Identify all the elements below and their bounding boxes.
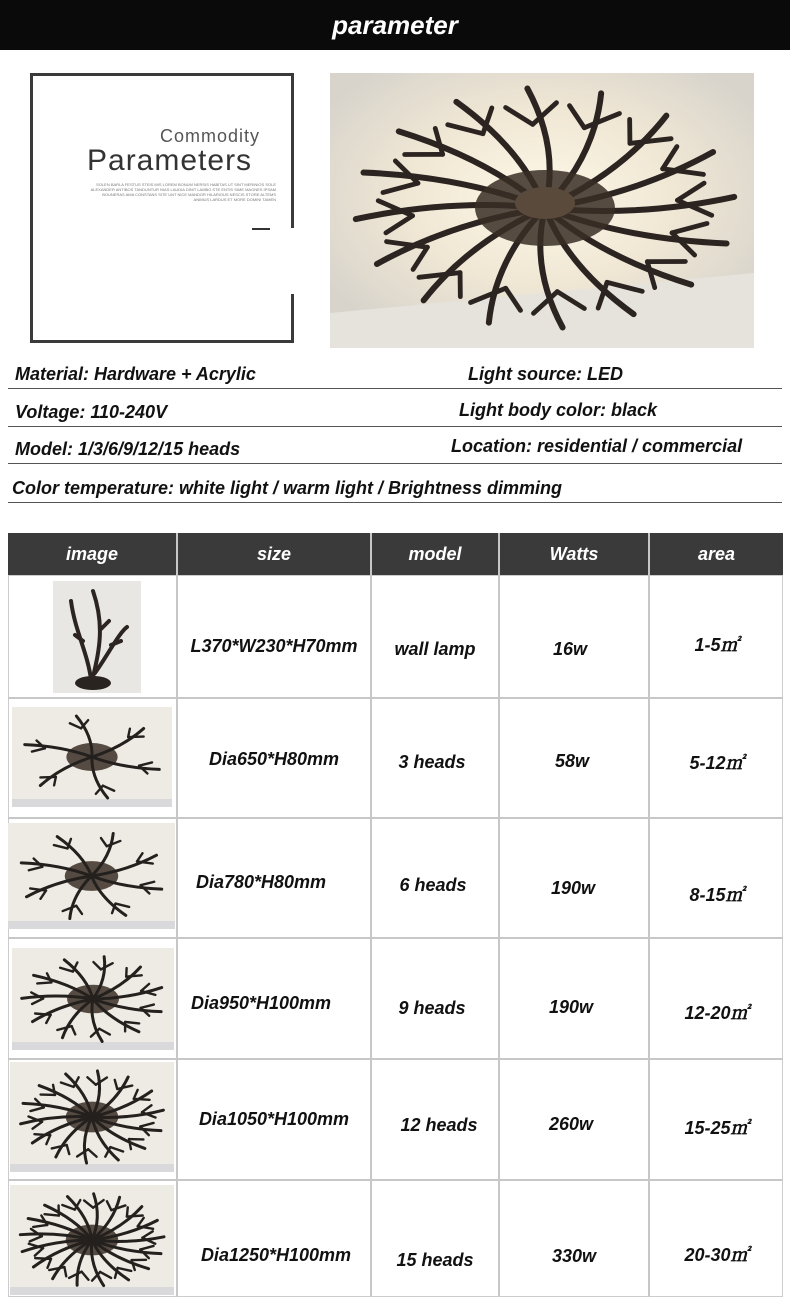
- row3-watts: 190w: [550, 878, 596, 898]
- row-divider: [8, 937, 783, 939]
- row1-area: 1-5㎡: [694, 635, 739, 655]
- row6-size: Dia1250*H100mm: [200, 1245, 352, 1265]
- header-area: area: [697, 544, 736, 564]
- row3-size: Dia780*H80mm: [195, 872, 327, 892]
- row4-area: 12-20㎡: [684, 1003, 749, 1023]
- fine-print-text: SOLEN BARLA FESTUS STEIS MIS LOREM BONUM NERSIS HABITAS UT SINT MERINIOS SOLE ALEXANDER ANTIBOS TANDUNTUR NIAS LAUDIA DINIT LAMBO STE ENTIS SIME MAGNES IPSAM BOUNERAS AMA CONSTANS SITE UNT NICE MANDOR HILARIOUS NESCIS STORE ALTEMS ANIMUS LARDUS ET MORE DOMINI TAMEN: [90, 182, 276, 202]
- row6-model: 15 heads: [396, 1250, 474, 1270]
- product-hero-image: [330, 73, 754, 348]
- divider: [8, 426, 782, 427]
- page-title: parameter: [332, 10, 458, 40]
- row1-size: L370*W230*H70mm: [190, 636, 358, 656]
- row2-size: Dia650*H80mm: [208, 749, 340, 769]
- frame-gap: [287, 228, 301, 294]
- parameters-title: Parameters: [87, 144, 253, 177]
- row-divider: [8, 1058, 783, 1060]
- wall-lamp-thumbnail: [53, 581, 141, 693]
- row-divider: [8, 1179, 783, 1181]
- row1-model: wall lamp: [394, 639, 476, 659]
- row2-model: 3 heads: [398, 752, 466, 772]
- table-header: [8, 533, 783, 575]
- row4-model: 9 heads: [398, 998, 466, 1018]
- divider: [8, 463, 782, 464]
- page-title-banner: [0, 0, 790, 50]
- spec-color-temperature: Color temperature: white light / warm light / Brightness dimming: [12, 478, 563, 498]
- commodity-parameters-frame: [30, 73, 294, 343]
- 12-heads-lamp-thumbnail: [10, 1062, 174, 1172]
- row4-size: Dia950*H100mm: [190, 993, 332, 1013]
- row-divider: [8, 817, 783, 819]
- spec-light-source: Light source: LED: [468, 364, 624, 384]
- decorative-dash: [252, 228, 270, 230]
- header-image: image: [65, 544, 119, 564]
- row5-watts: 260w: [548, 1114, 594, 1134]
- row6-watts: 330w: [551, 1246, 597, 1266]
- row2-area: 5-12㎡: [689, 753, 744, 773]
- spec-body-color: Light body color: black: [459, 400, 658, 420]
- 3-heads-lamp-thumbnail: [12, 707, 172, 807]
- commodity-subtitle: Commodity: [160, 126, 261, 146]
- 15-heads-lamp-thumbnail: [10, 1185, 174, 1295]
- header-watts: Watts: [549, 544, 599, 564]
- divider: [8, 388, 782, 389]
- row1-watts: 16w: [552, 639, 588, 659]
- header-model: model: [408, 544, 462, 564]
- row5-model: 12 heads: [400, 1115, 478, 1135]
- row5-area: 15-25㎡: [684, 1118, 749, 1138]
- row3-model: 6 heads: [399, 875, 467, 895]
- row4-watts: 190w: [548, 997, 594, 1017]
- spec-location: Location: residential / commercial: [451, 436, 743, 456]
- row2-watts: 58w: [554, 751, 590, 771]
- row-divider: [8, 697, 783, 699]
- divider: [8, 502, 782, 503]
- 6-heads-lamp-thumbnail: [8, 823, 175, 929]
- spec-model: Model: 1/3/6/9/12/15 heads: [15, 439, 241, 459]
- row6-area: 20-30㎡: [684, 1245, 749, 1265]
- row3-area: 8-15㎡: [689, 885, 744, 905]
- header-size: size: [256, 544, 292, 564]
- row5-size: Dia1050*H100mm: [198, 1109, 350, 1129]
- spec-material: Material: Hardware + Acrylic: [15, 364, 256, 384]
- 9-heads-lamp-thumbnail: [12, 948, 174, 1050]
- spec-voltage: Voltage: 110-240V: [15, 402, 168, 422]
